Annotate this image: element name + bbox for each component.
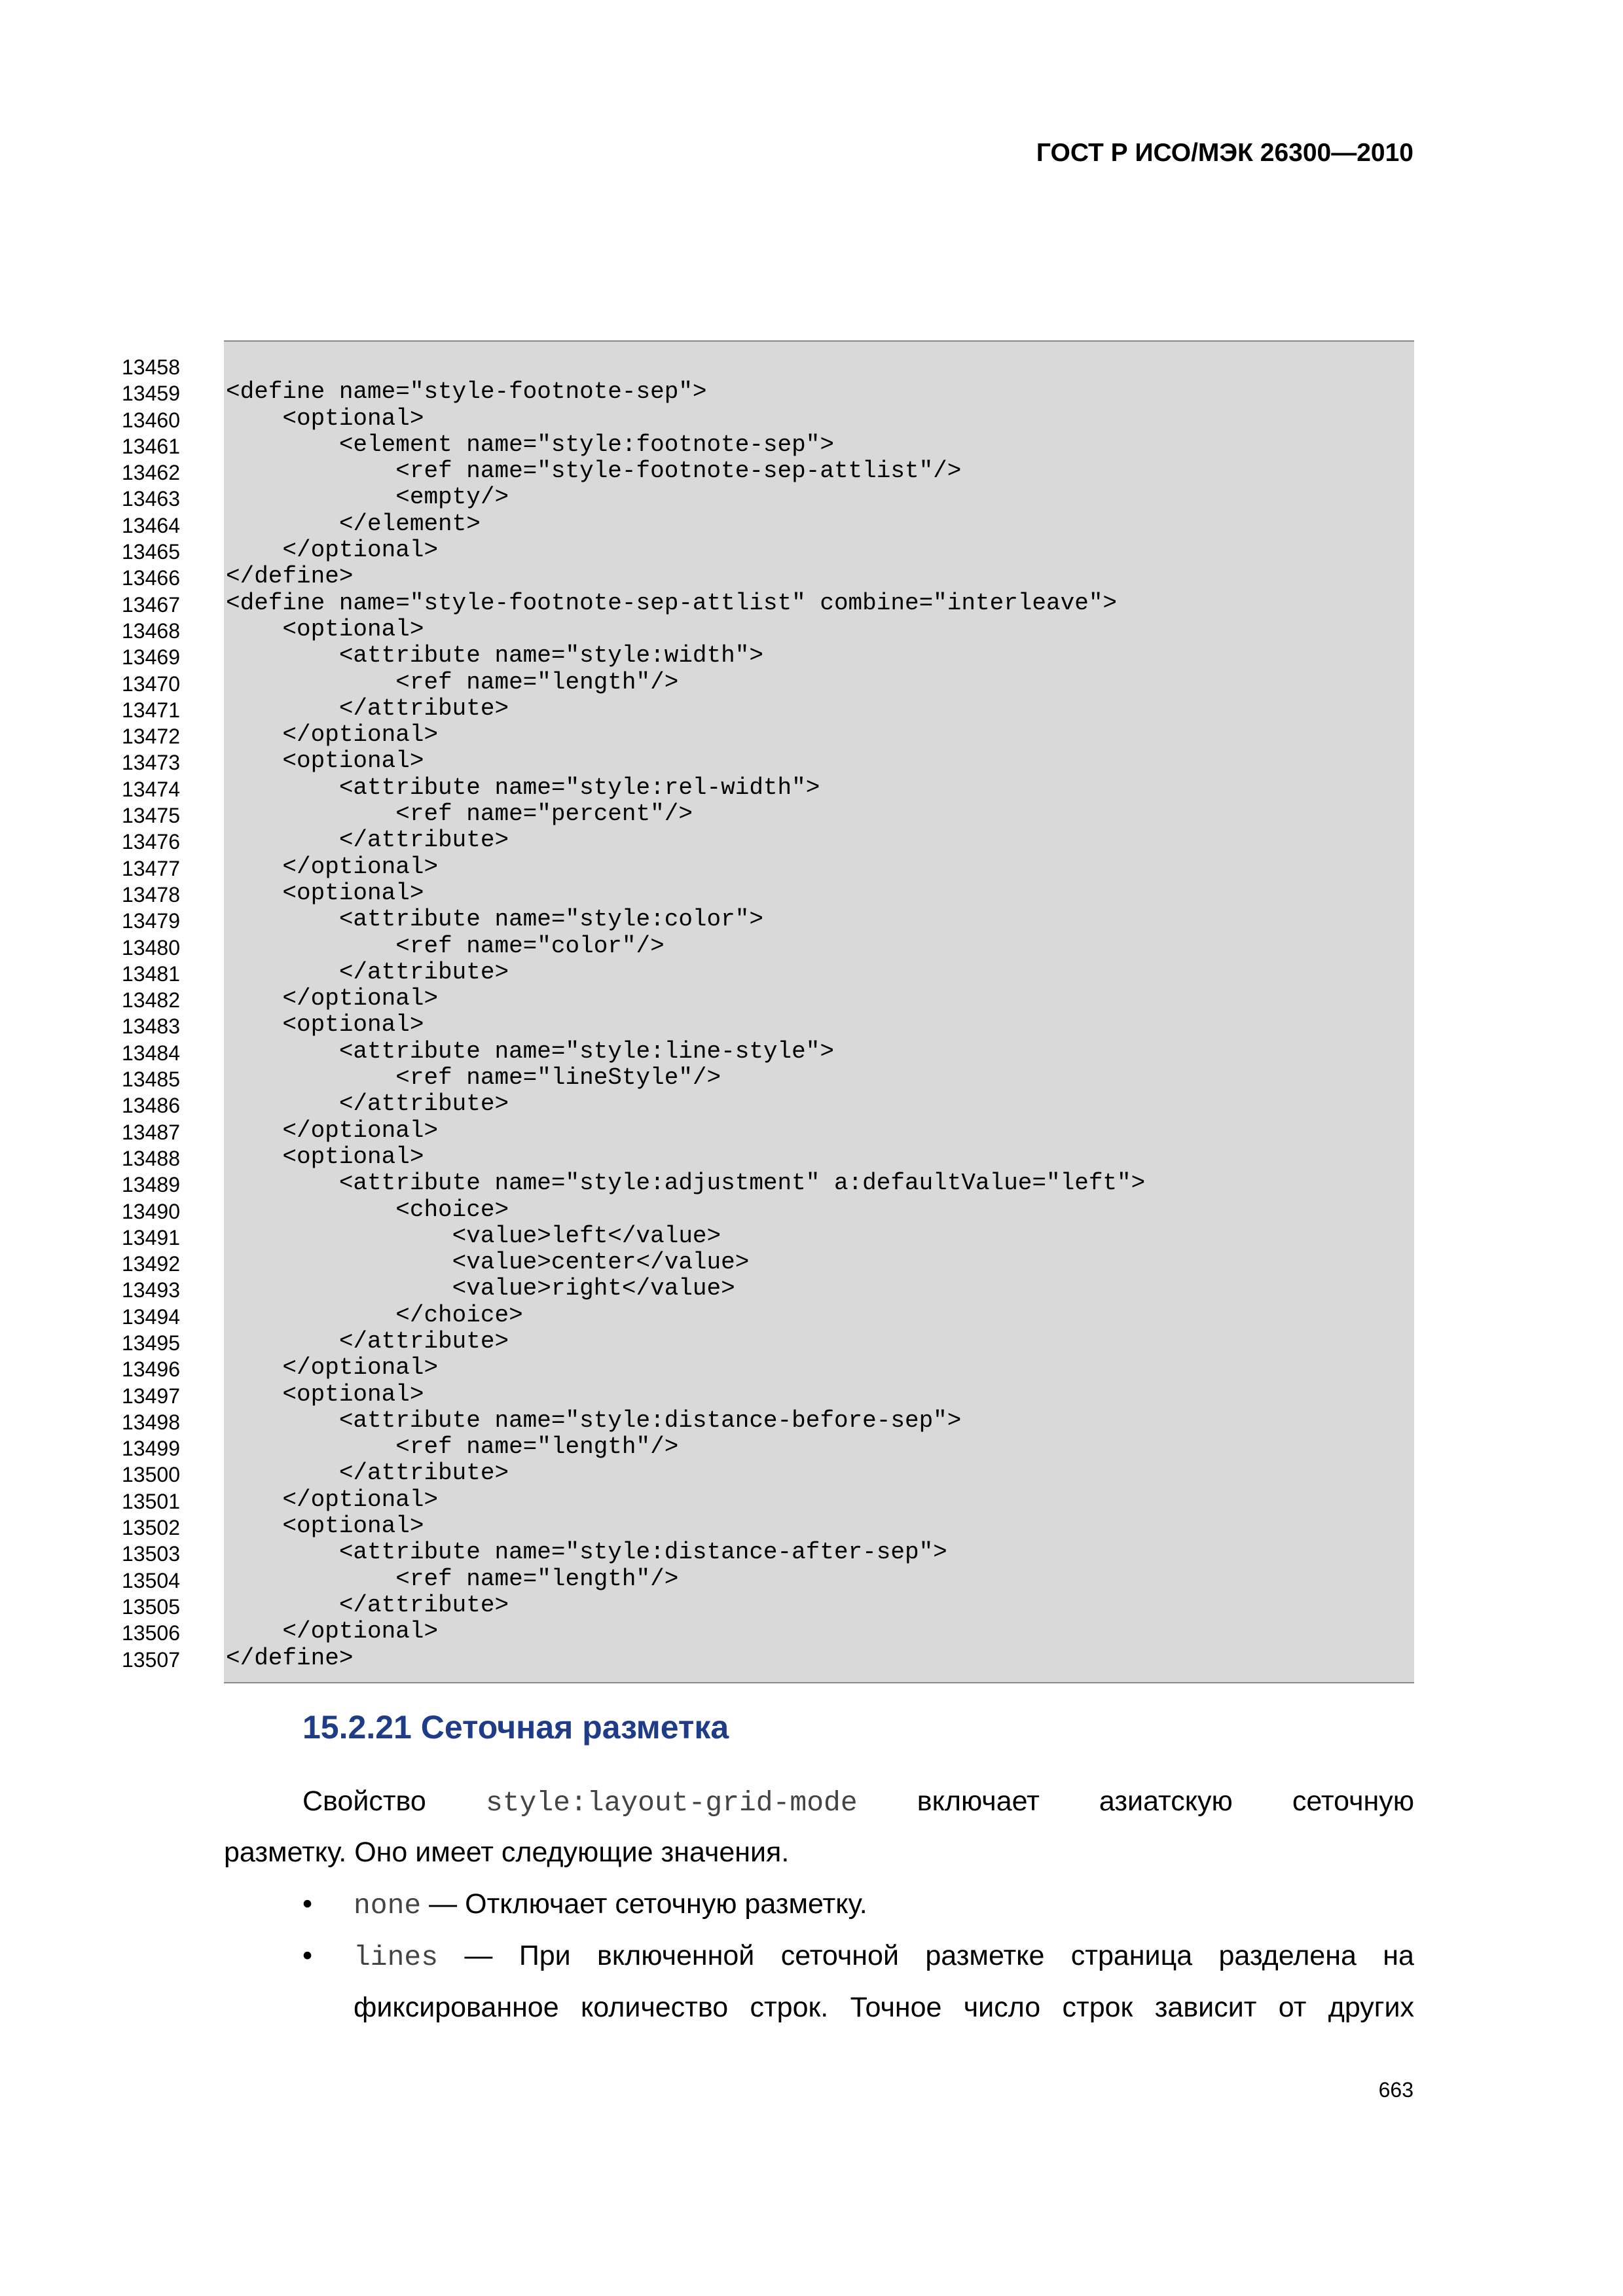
code-text: <attribute name="style:color"> [226, 906, 763, 933]
line-number: 13459 [122, 382, 180, 406]
code-line [0, 379, 1440, 405]
line-number: 13461 [122, 434, 180, 458]
code-text: <value>right</value> [226, 1275, 735, 1302]
bullet-word: строк [1062, 1992, 1133, 2023]
code-text: <choice> [226, 1196, 509, 1223]
line-number: 13479 [122, 909, 180, 933]
code-line [0, 960, 1440, 986]
code-line [0, 933, 1440, 960]
line-number: 13460 [122, 408, 180, 432]
code-text: </define> [226, 1644, 354, 1672]
code-line [0, 1118, 1440, 1144]
line-number: 13494 [122, 1304, 180, 1329]
line-number: 13488 [122, 1146, 180, 1170]
line-number: 13505 [122, 1594, 180, 1619]
code-text: </element> [226, 510, 481, 537]
code-text: <ref name="style-footnote-sep-attlist"/> [226, 457, 962, 485]
code-line [0, 1408, 1440, 1434]
code-text: </define> [226, 563, 354, 590]
code-line [0, 854, 1440, 880]
code-line [0, 1170, 1440, 1196]
intro-word: азиатскую [1099, 1785, 1233, 1817]
code-line [0, 1329, 1440, 1355]
bullet-word: количество [580, 1992, 729, 2023]
code-text: </optional> [226, 1354, 439, 1382]
code-line [0, 1197, 1440, 1223]
line-number: 13471 [122, 698, 180, 722]
code-text: <attribute name="style:width"> [226, 642, 763, 670]
bullet-word: на [1383, 1940, 1414, 1971]
code-text: <define name="style-footnote-sep-attlist" combine="interleave"> [226, 589, 1118, 617]
code-text: <empty/> [226, 484, 509, 511]
code-line [0, 537, 1440, 564]
code-text: </choice> [226, 1301, 523, 1329]
code-line [0, 1645, 1440, 1672]
line-number: 13504 [122, 1568, 180, 1592]
code-text: <optional> [226, 1011, 424, 1039]
code-line [0, 564, 1440, 590]
line-number: 13487 [122, 1120, 180, 1144]
code-text: </attribute> [226, 1460, 509, 1487]
bullet-word: число [963, 1992, 1041, 2023]
code-line [0, 1539, 1440, 1566]
code-line [0, 1012, 1440, 1038]
code-text: </optional> [226, 1117, 439, 1144]
code-text: </optional> [226, 721, 439, 749]
line-number: 13476 [122, 830, 180, 854]
code-text: <ref name="length"/> [226, 1565, 679, 1592]
intro-paragraph-line-2: разметку. Оно имеет следующие значения. [224, 1837, 790, 1868]
code-text: <optional> [226, 747, 424, 775]
line-number: 13468 [122, 619, 180, 643]
code-line [0, 722, 1440, 748]
bullet-word: разметке [925, 1940, 1045, 1971]
bullet-word: страница [1070, 1940, 1193, 1971]
code-line [0, 406, 1440, 432]
line-number: 13473 [122, 751, 180, 775]
bullet-word: — [464, 1940, 493, 1971]
bullet-description: — Отключает сеточную разметку. [429, 1888, 867, 1920]
code-text: <value>center</value> [226, 1249, 750, 1276]
line-number: 13502 [122, 1516, 180, 1540]
bullet-word: При [519, 1940, 571, 1971]
code-text: <ref name="length"/> [226, 668, 679, 696]
line-number: 13497 [122, 1384, 180, 1408]
line-number: 13465 [122, 540, 180, 564]
code-text: <optional> [226, 1380, 424, 1408]
line-number: 13486 [122, 1094, 180, 1118]
code-text: <ref name="color"/> [226, 932, 665, 960]
document-header: ГОСТ Р ИСО/МЭК 26300—2010 [1036, 139, 1413, 167]
line-number: 13492 [122, 1252, 180, 1276]
code-line [0, 1249, 1440, 1276]
code-text: <optional> [226, 879, 424, 906]
intro-word: Свойство [302, 1785, 426, 1817]
code-line [0, 801, 1440, 827]
code-text: </optional> [226, 1618, 439, 1645]
code-line [0, 906, 1440, 933]
property-name-code: style:layout-grid-mode [485, 1787, 858, 1819]
code-text: </attribute> [226, 1591, 509, 1619]
value-code-lines: lines [354, 1941, 439, 1973]
line-number: 13474 [122, 777, 180, 801]
line-number: 13496 [122, 1357, 180, 1382]
code-line [0, 1487, 1440, 1513]
code-listing [0, 353, 1440, 1672]
line-number: 13463 [122, 487, 180, 511]
line-number: 13464 [122, 513, 180, 537]
code-text: <optional> [226, 1143, 424, 1170]
code-line [0, 432, 1440, 458]
code-text: <attribute name="style:line-style"> [226, 1037, 834, 1065]
code-text: </attribute> [226, 1090, 509, 1118]
line-number: 13478 [122, 882, 180, 906]
bullet-word: Точное [850, 1992, 942, 2023]
line-number: 13493 [122, 1278, 180, 1302]
bullet-none [354, 1888, 867, 1922]
line-number: 13484 [122, 1041, 180, 1065]
intro-word: сеточную [1292, 1785, 1414, 1817]
code-text: <optional> [226, 1513, 424, 1540]
line-number: 13469 [122, 645, 180, 670]
code-line [0, 590, 1440, 617]
code-text: <attribute name="style:rel-width"> [226, 774, 820, 801]
code-line [0, 1434, 1440, 1460]
code-line [0, 1460, 1440, 1486]
bullet-word: от [1278, 1992, 1307, 2023]
code-line [0, 827, 1440, 853]
code-line [0, 1619, 1440, 1645]
code-text: </attribute> [226, 694, 509, 722]
code-line [0, 1566, 1440, 1592]
code-line [0, 1592, 1440, 1619]
code-text: </attribute> [226, 958, 509, 986]
bullet-word: включенной [597, 1940, 755, 1971]
code-text: <optional> [226, 615, 424, 643]
code-line [0, 484, 1440, 511]
code-line [0, 1091, 1440, 1117]
code-line [0, 1276, 1440, 1302]
line-number: 13489 [122, 1173, 180, 1197]
intro-word: включает [917, 1785, 1040, 1817]
code-line [0, 670, 1440, 696]
code-line [0, 1039, 1440, 1065]
code-line [0, 511, 1440, 537]
code-line [0, 1513, 1440, 1539]
line-number: 13477 [122, 856, 180, 880]
line-number: 13483 [122, 1014, 180, 1039]
line-number: 13491 [122, 1225, 180, 1249]
line-number: 13490 [122, 1199, 180, 1223]
code-line [0, 1302, 1440, 1329]
line-number: 13501 [122, 1489, 180, 1513]
line-number: 13466 [122, 566, 180, 590]
code-text: </attribute> [226, 827, 509, 854]
line-number: 13458 [122, 355, 180, 379]
code-line [0, 1382, 1440, 1408]
code-text: <define name="style-footnote-sep"> [226, 378, 707, 406]
code-line [0, 775, 1440, 801]
bullet-lines-line-1 [354, 1940, 1414, 1973]
code-text: <ref name="percent"/> [226, 800, 693, 828]
line-number: 13495 [122, 1331, 180, 1355]
line-number: 13467 [122, 592, 180, 617]
line-number: 13485 [122, 1067, 180, 1092]
code-text: <optional> [226, 404, 424, 432]
code-text: </optional> [226, 985, 439, 1013]
code-text: <attribute name="style:distance-after-sep"> [226, 1539, 947, 1566]
code-text: </attribute> [226, 1327, 509, 1355]
code-text: <attribute name="style:adjustment" a:defaultValue="left"> [226, 1170, 1146, 1197]
line-number: 13498 [122, 1410, 180, 1434]
code-line [0, 880, 1440, 906]
bullet-word: строк. [750, 1992, 829, 2023]
line-number: 13472 [122, 725, 180, 749]
bullet-word: сеточной [780, 1940, 899, 1971]
line-number: 13475 [122, 804, 180, 828]
value-code-none: none [354, 1890, 422, 1922]
line-number: 13481 [122, 961, 180, 986]
bullet-word: зависит [1154, 1992, 1257, 2023]
code-text: </optional> [226, 853, 439, 880]
intro-paragraph-line-1 [302, 1785, 1414, 1819]
line-number: 13507 [122, 1647, 180, 1672]
code-text: <element name="style:footnote-sep"> [226, 431, 834, 458]
bullet-lines-line-2 [354, 1992, 1414, 2024]
code-line [0, 1065, 1440, 1091]
line-number: 13503 [122, 1542, 180, 1566]
bullet-word: других [1328, 1992, 1414, 2023]
code-line [0, 617, 1440, 643]
line-number: 13480 [122, 935, 180, 960]
page-number: 663 [1378, 2078, 1413, 2102]
bullet-word: разделена [1218, 1940, 1357, 1971]
code-line [0, 643, 1440, 669]
code-line [0, 353, 1440, 379]
code-line [0, 696, 1440, 722]
code-text: <ref name="length"/> [226, 1433, 679, 1461]
section-title: 15.2.21 Сеточная разметка [302, 1709, 729, 1746]
line-number: 13506 [122, 1621, 180, 1645]
bullet-word: фиксированное [354, 1992, 559, 2023]
code-text: <value>left</value> [226, 1222, 721, 1249]
code-text: <ref name="lineStyle"/> [226, 1064, 721, 1092]
line-number: 13462 [122, 461, 180, 485]
code-text: <attribute name="style:distance-before-sep"> [226, 1407, 962, 1434]
code-line [0, 748, 1440, 774]
line-number: 13499 [122, 1437, 180, 1461]
code-line [0, 1144, 1440, 1170]
line-number: 13500 [122, 1463, 180, 1487]
code-line [0, 458, 1440, 484]
bullet-icon: • [302, 1940, 313, 1971]
code-text: </optional> [226, 1486, 439, 1513]
line-number: 13470 [122, 672, 180, 696]
code-line [0, 1355, 1440, 1381]
bullet-icon: • [302, 1888, 313, 1920]
line-number: 13482 [122, 988, 180, 1013]
code-text: </optional> [226, 537, 439, 564]
code-line [0, 986, 1440, 1012]
code-line [0, 1223, 1440, 1249]
